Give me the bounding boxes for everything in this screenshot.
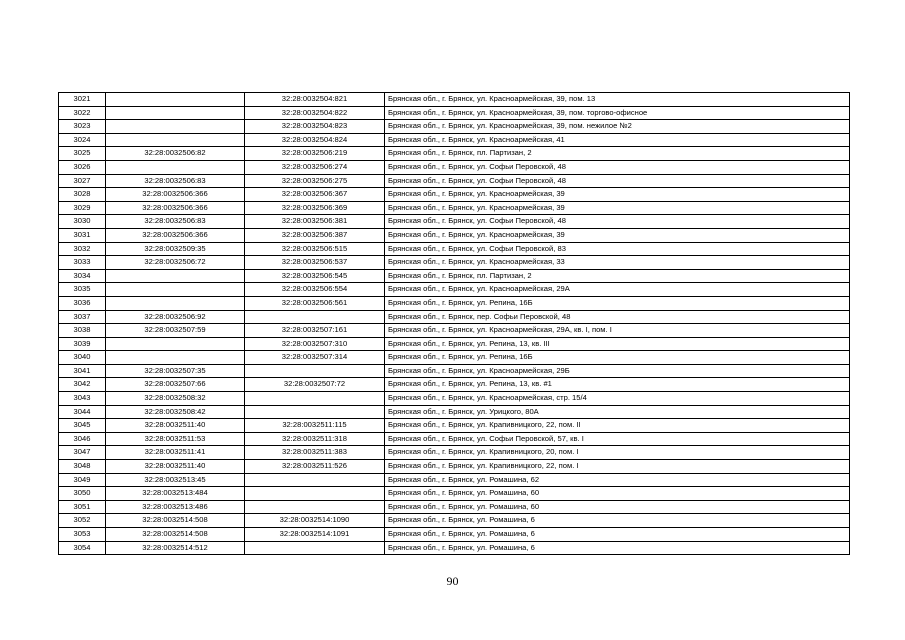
row-number-cell: 3026 [59,160,106,174]
address-cell: Брянская обл., г. Брянск, ул. Красноармейская, 33 [385,256,850,270]
address-cell: Брянская обл., г. Брянск, ул. Красноармейская, стр. 15/4 [385,392,850,406]
land-cadastral-number-cell: 32:28:0032506:366 [106,228,245,242]
address-cell: Брянская обл., г. Брянск, ул. Ромашина, 6 [385,541,850,555]
row-number-cell: 3039 [59,337,106,351]
object-cadastral-number-cell: 32:28:0032506:515 [245,242,385,256]
table-row [59,201,850,215]
land-cadastral-number-cell: 32:28:0032514:508 [106,528,245,542]
land-cadastral-number-cell [106,106,245,120]
table-row [59,473,850,487]
address-cell: Брянская обл., г. Брянск, ул. Красноармейская, 39 [385,188,850,202]
object-cadastral-number-cell: 32:28:0032514:1090 [245,514,385,528]
table-row [59,419,850,433]
table-row [59,487,850,501]
object-cadastral-number-cell [245,310,385,324]
address-cell: Брянская обл., г. Брянск, пер. Софьи Перовской, 48 [385,310,850,324]
row-number-cell: 3053 [59,528,106,542]
address-cell: Брянская обл., г. Брянск, ул. Красноармейская, 39, пом. торгово-офисное [385,106,850,120]
land-cadastral-number-cell: 32:28:0032511:41 [106,446,245,460]
land-cadastral-number-cell: 32:28:0032511:53 [106,432,245,446]
table-row [59,541,850,555]
object-cadastral-number-cell: 32:28:0032507:314 [245,351,385,365]
row-number-cell: 3042 [59,378,106,392]
land-cadastral-number-cell [106,283,245,297]
object-cadastral-number-cell: 32:28:0032506:537 [245,256,385,270]
object-cadastral-number-cell: 32:28:0032506:561 [245,296,385,310]
table-row [59,133,850,147]
object-cadastral-number-cell: 32:28:0032507:310 [245,337,385,351]
address-cell: Брянская обл., г. Брянск, ул. Красноармейская, 39, пом. нежилое №2 [385,120,850,134]
row-number-cell: 3033 [59,256,106,270]
address-cell: Брянская обл., г. Брянск, ул. Софьи Перовской, 48 [385,215,850,229]
land-cadastral-number-cell [106,296,245,310]
address-cell: Брянская обл., г. Брянск, ул. Красноармейская, 39 [385,228,850,242]
object-cadastral-number-cell: 32:28:0032506:367 [245,188,385,202]
land-cadastral-number-cell: 32:28:0032506:92 [106,310,245,324]
address-cell: Брянская обл., г. Брянск, ул. Красноармейская, 29Б [385,364,850,378]
address-cell: Брянская обл., г. Брянск, пл. Партизан, 2 [385,269,850,283]
object-cadastral-number-cell [245,392,385,406]
row-number-cell: 3049 [59,473,106,487]
table-row [59,310,850,324]
land-cadastral-number-cell: 32:28:0032513:484 [106,487,245,501]
land-cadastral-number-cell: 32:28:0032514:508 [106,514,245,528]
address-cell: Брянская обл., г. Брянск, ул. Софьи Перовской, 83 [385,242,850,256]
object-cadastral-number-cell: 32:28:0032507:72 [245,378,385,392]
land-cadastral-number-cell: 32:28:0032507:59 [106,324,245,338]
object-cadastral-number-cell: 32:28:0032506:219 [245,147,385,161]
table-row [59,364,850,378]
row-number-cell: 3034 [59,269,106,283]
row-number-cell: 3035 [59,283,106,297]
row-number-cell: 3021 [59,93,106,107]
land-cadastral-number-cell [106,160,245,174]
table-row [59,432,850,446]
object-cadastral-number-cell: 32:28:0032514:1091 [245,528,385,542]
row-number-cell: 3027 [59,174,106,188]
object-cadastral-number-cell: 32:28:0032506:275 [245,174,385,188]
object-cadastral-number-cell [245,487,385,501]
row-number-cell: 3023 [59,120,106,134]
table-row [59,514,850,528]
address-cell: Брянская обл., г. Брянск, ул. Ромашина, 60 [385,487,850,501]
land-cadastral-number-cell [106,269,245,283]
table-row [59,460,850,474]
table-row [59,269,850,283]
address-cell: Брянская обл., г. Брянск, ул. Репина, 16Б [385,296,850,310]
address-cell: Брянская обл., г. Брянск, ул. Крапивницкого, 20, пом. I [385,446,850,460]
object-cadastral-number-cell: 32:28:0032511:115 [245,419,385,433]
object-cadastral-number-cell: 32:28:0032504:822 [245,106,385,120]
land-cadastral-number-cell: 32:28:0032506:83 [106,174,245,188]
table-row [59,188,850,202]
land-cadastral-number-cell [106,93,245,107]
address-cell: Брянская обл., г. Брянск, ул. Крапивницкого, 22, пом. II [385,419,850,433]
address-cell: Брянская обл., г. Брянск, ул. Ромашина, 60 [385,500,850,514]
address-cell: Брянская обл., г. Брянск, ул. Репина, 16Б [385,351,850,365]
land-cadastral-number-cell [106,337,245,351]
address-cell: Брянская обл., г. Брянск, ул. Ромашина, 6 [385,528,850,542]
row-number-cell: 3040 [59,351,106,365]
land-cadastral-number-cell: 32:28:0032514:512 [106,541,245,555]
table-row [59,528,850,542]
land-cadastral-number-cell [106,351,245,365]
address-cell: Брянская обл., г. Брянск, ул. Крапивницкого, 22, пом. I [385,460,850,474]
land-cadastral-number-cell: 32:28:0032506:83 [106,215,245,229]
row-number-cell: 3043 [59,392,106,406]
object-cadastral-number-cell: 32:28:0032506:545 [245,269,385,283]
object-cadastral-number-cell: 32:28:0032507:161 [245,324,385,338]
object-cadastral-number-cell: 32:28:0032506:369 [245,201,385,215]
table-row [59,296,850,310]
object-cadastral-number-cell: 32:28:0032504:824 [245,133,385,147]
row-number-cell: 3052 [59,514,106,528]
table-row [59,351,850,365]
address-cell: Брянская обл., г. Брянск, ул. Красноармейская, 39, пом. 13 [385,93,850,107]
table-body [59,93,850,555]
address-cell: Брянская обл., г. Брянск, ул. Репина, 13, кв. III [385,337,850,351]
row-number-cell: 3054 [59,541,106,555]
table-row [59,392,850,406]
row-number-cell: 3047 [59,446,106,460]
row-number-cell: 3028 [59,188,106,202]
table-row [59,215,850,229]
object-cadastral-number-cell: 32:28:0032504:823 [245,120,385,134]
table-row [59,93,850,107]
land-cadastral-number-cell: 32:28:0032513:45 [106,473,245,487]
land-cadastral-number-cell: 32:28:0032509:35 [106,242,245,256]
land-cadastral-number-cell: 32:28:0032506:82 [106,147,245,161]
address-cell: Брянская обл., г. Брянск, ул. Красноармейская, 29А [385,283,850,297]
row-number-cell: 3032 [59,242,106,256]
land-cadastral-number-cell: 32:28:0032506:72 [106,256,245,270]
land-cadastral-number-cell: 32:28:0032511:40 [106,419,245,433]
address-cell: Брянская обл., г. Брянск, ул. Софьи Перовской, 48 [385,174,850,188]
row-number-cell: 3031 [59,228,106,242]
address-cell: Брянская обл., г. Брянск, ул. Урицкого, 80А [385,405,850,419]
address-cell: Брянская обл., г. Брянск, ул. Ромашина, 62 [385,473,850,487]
land-cadastral-number-cell: 32:28:0032506:366 [106,201,245,215]
table-row [59,405,850,419]
object-cadastral-number-cell: 32:28:0032511:526 [245,460,385,474]
registry-table-wrapper [58,92,850,555]
land-cadastral-number-cell: 32:28:0032511:40 [106,460,245,474]
object-cadastral-number-cell [245,500,385,514]
object-cadastral-number-cell [245,405,385,419]
row-number-cell: 3046 [59,432,106,446]
row-number-cell: 3038 [59,324,106,338]
object-cadastral-number-cell: 32:28:0032506:381 [245,215,385,229]
row-number-cell: 3025 [59,147,106,161]
table-row [59,106,850,120]
address-cell: Брянская обл., г. Брянск, ул. Красноармейская, 39 [385,201,850,215]
address-cell: Брянская обл., г. Брянск, ул. Красноармейская, 29А, кв. I, пом. I [385,324,850,338]
address-cell: Брянская обл., г. Брянск, ул. Софьи Перовской, 48 [385,160,850,174]
table-row [59,174,850,188]
table-row [59,256,850,270]
row-number-cell: 3051 [59,500,106,514]
land-cadastral-number-cell: 32:28:0032506:366 [106,188,245,202]
land-cadastral-number-cell: 32:28:0032508:32 [106,392,245,406]
row-number-cell: 3050 [59,487,106,501]
row-number-cell: 3024 [59,133,106,147]
address-cell: Брянская обл., г. Брянск, ул. Репина, 13, кв. #1 [385,378,850,392]
table-row [59,283,850,297]
table-row [59,324,850,338]
address-cell: Брянская обл., г. Брянск, ул. Ромашина, 6 [385,514,850,528]
row-number-cell: 3048 [59,460,106,474]
land-cadastral-number-cell: 32:28:0032507:66 [106,378,245,392]
object-cadastral-number-cell: 32:28:0032504:821 [245,93,385,107]
page-number: 90 [446,574,459,588]
object-cadastral-number-cell [245,473,385,487]
land-cadastral-number-cell [106,120,245,134]
table-row [59,378,850,392]
object-cadastral-number-cell [245,364,385,378]
row-number-cell: 3041 [59,364,106,378]
row-number-cell: 3037 [59,310,106,324]
table-row [59,147,850,161]
object-cadastral-number-cell: 32:28:0032511:318 [245,432,385,446]
row-number-cell: 3036 [59,296,106,310]
object-cadastral-number-cell: 32:28:0032506:387 [245,228,385,242]
address-cell: Брянская обл., г. Брянск, ул. Красноармейская, 41 [385,133,850,147]
row-number-cell: 3029 [59,201,106,215]
land-cadastral-number-cell: 32:28:0032508:42 [106,405,245,419]
table-row [59,337,850,351]
table-row [59,500,850,514]
land-cadastral-number-cell: 32:28:0032507:35 [106,364,245,378]
registry-table [58,92,850,555]
table-row [59,228,850,242]
row-number-cell: 3030 [59,215,106,229]
land-cadastral-number-cell: 32:28:0032513:486 [106,500,245,514]
table-row [59,120,850,134]
row-number-cell: 3044 [59,405,106,419]
land-cadastral-number-cell [106,133,245,147]
row-number-cell: 3022 [59,106,106,120]
object-cadastral-number-cell: 32:28:0032506:554 [245,283,385,297]
object-cadastral-number-cell: 32:28:0032506:274 [245,160,385,174]
table-row [59,446,850,460]
object-cadastral-number-cell [245,541,385,555]
object-cadastral-number-cell: 32:28:0032511:383 [245,446,385,460]
address-cell: Брянская обл., г. Брянск, ул. Софьи Перовской, 57, кв. I [385,432,850,446]
row-number-cell: 3045 [59,419,106,433]
table-row [59,160,850,174]
table-row [59,242,850,256]
address-cell: Брянская обл., г. Брянск, пл. Партизан, 2 [385,147,850,161]
